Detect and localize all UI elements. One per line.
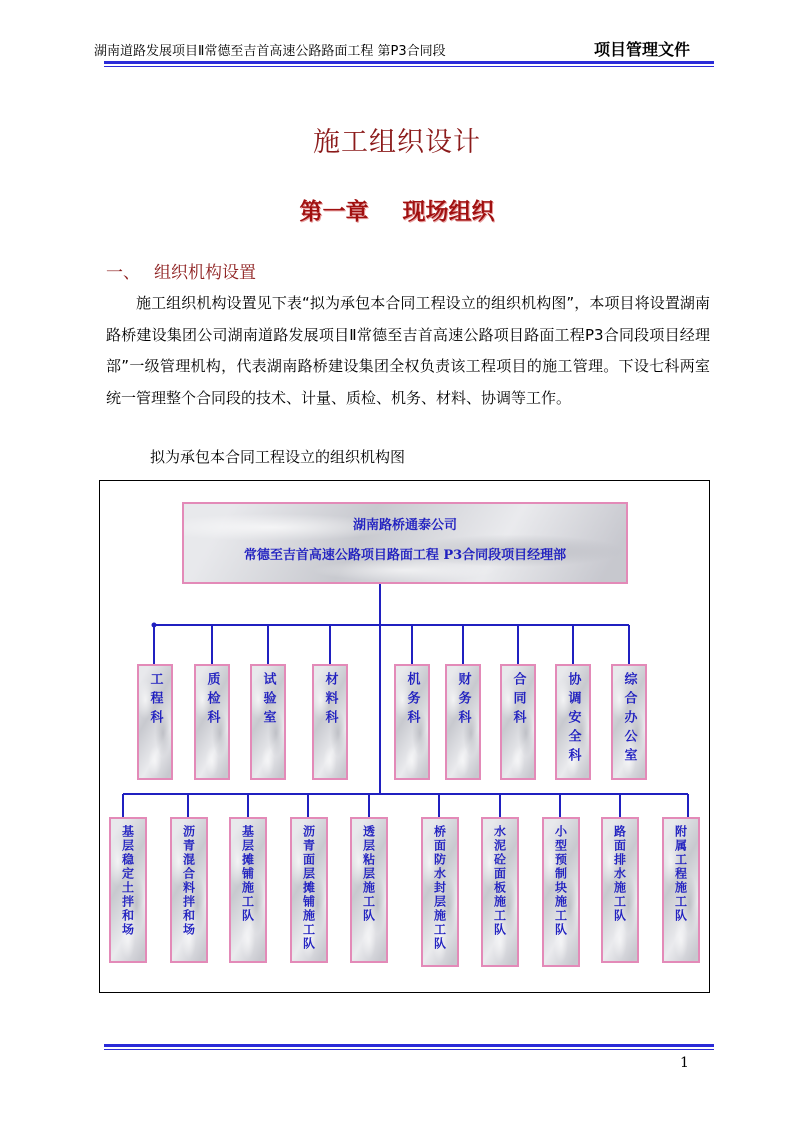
dept-box-finance <box>445 664 481 780</box>
header-rule-thick <box>104 61 714 64</box>
dept-box-contract <box>500 664 536 780</box>
team-label: 基层稳定土拌和场 <box>120 825 135 937</box>
section-heading <box>106 258 256 283</box>
team-box-8 <box>542 817 580 967</box>
section-number: 一、 <box>106 263 140 283</box>
dept-label: 综合办公室 <box>621 672 637 767</box>
chart-caption: 拟为承包本合同工程设立的组织机构图 <box>150 448 406 466</box>
chapter-name: 现场组织 <box>402 198 495 225</box>
team-label: 基层摊铺施工队 <box>240 825 255 923</box>
project-department-name: 常德至吉首高速公路项目路面工程 P3合同段项目经理部 <box>243 548 567 563</box>
team-label: 附属工程施工队 <box>673 825 688 923</box>
dept-box-coordination-safety <box>555 664 591 780</box>
dept-label: 协调安全科 <box>565 672 581 767</box>
team-label: 透层粘层施工队 <box>361 825 376 923</box>
header-project-name: 湖南道路发展项目Ⅱ常德至吉首高速公路路面工程 第P3合同段 <box>94 44 446 59</box>
team-box-10 <box>662 817 700 963</box>
dept-label: 机务科 <box>404 672 420 729</box>
team-label: 桥面防水封层施工队 <box>432 825 447 951</box>
header-doc-type: 项目管理文件 <box>593 40 690 59</box>
team-label: 路面排水施工队 <box>612 825 627 923</box>
team-box-9 <box>601 817 639 963</box>
dept-box-materials <box>312 664 348 780</box>
dept-box-quality <box>194 664 230 780</box>
dept-label: 财务科 <box>455 672 471 729</box>
header-rule-thin <box>104 66 714 67</box>
team-label: 小型预制块施工队 <box>553 825 568 937</box>
team-label: 沥青混合料拌和场 <box>181 825 196 937</box>
dept-label: 试验室 <box>260 672 276 729</box>
team-box-2 <box>170 817 208 963</box>
section-title: 组织机构设置 <box>154 263 256 283</box>
team-box-7 <box>481 817 519 967</box>
dept-label: 工程科 <box>147 672 163 729</box>
dept-label: 质检科 <box>204 672 220 729</box>
company-name: 湖南路桥通泰公司 <box>352 518 457 533</box>
footer-rule-thin <box>104 1049 714 1050</box>
footer-rule-thick <box>104 1044 714 1047</box>
team-label: 沥青面层摊铺施工队 <box>301 825 316 951</box>
dept-box-machinery <box>394 664 430 780</box>
page-number: 1 <box>680 1055 689 1071</box>
team-box-3 <box>229 817 267 963</box>
team-box-6 <box>421 817 459 967</box>
team-box-5 <box>350 817 388 963</box>
project-manager-box <box>182 502 628 584</box>
team-box-4 <box>290 817 328 963</box>
dept-box-lab <box>250 664 286 780</box>
document-title: 施工组织设计 <box>313 127 481 158</box>
team-label: 水泥砼面板施工队 <box>492 825 507 937</box>
chapter-heading <box>0 193 794 226</box>
dept-label: 合同科 <box>510 672 526 729</box>
chapter-number: 第一章 <box>299 198 369 225</box>
team-box-1 <box>109 817 147 963</box>
dept-box-engineering <box>137 664 173 780</box>
dept-label: 材料科 <box>322 672 338 729</box>
dept-box-general-office <box>611 664 647 780</box>
body-paragraph: 施工组织机构设置见下表“拟为承包本合同工程设立的组织机构图”，本项目将设置湖南路桥建设集团公司湖南道路发展项目Ⅱ常德至吉首高速公路项目路面工程P3合同段项目经理部”一级管理机构，代表湖南路桥建设集团全权负责该工程项目的施工管理。下设七科两室统一管理整个合同段的技术、计量、质检、机务、材料、协调等工作。 <box>106 294 710 407</box>
